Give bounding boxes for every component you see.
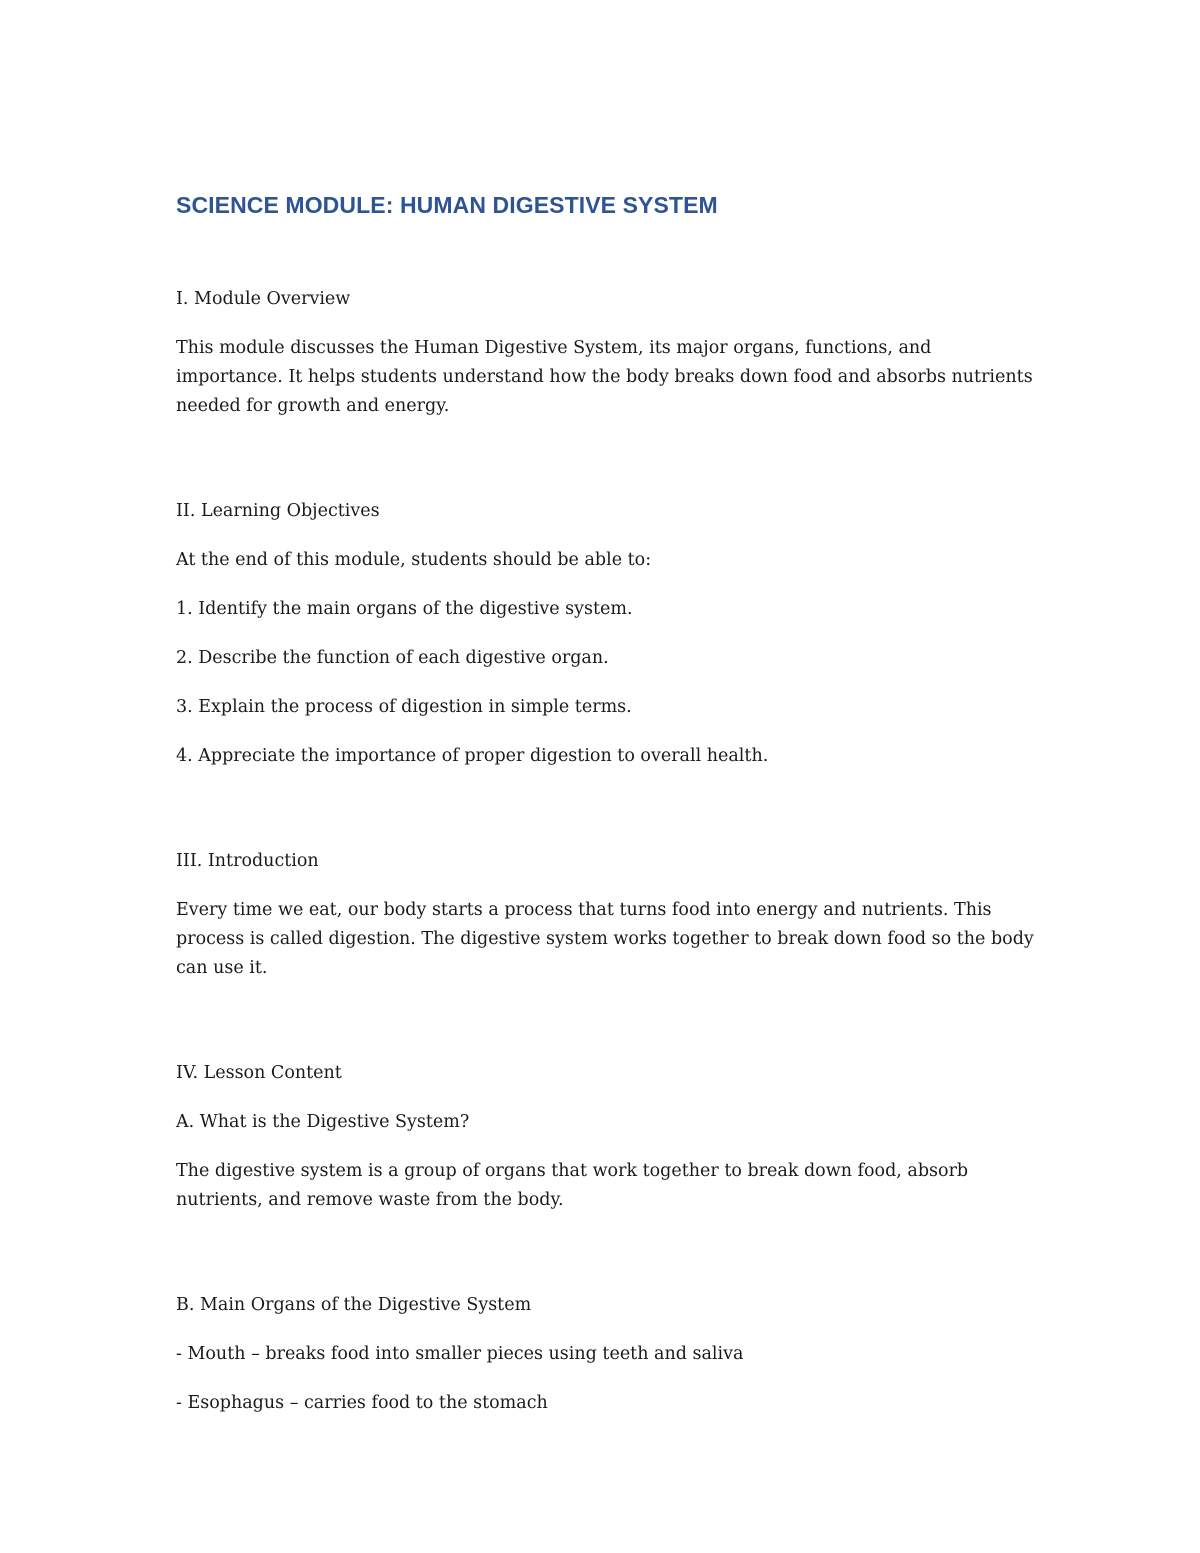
overview-paragraph: This module discusses the Human Digestive System, its major organs, functions, and importance. It helps students understand how the body breaks down food and absorbs nutrients needed for growth and energy. — [176, 338, 1033, 416]
lesson-subheading-b: B. Main Organs of the Digestive System — [176, 1295, 532, 1315]
lesson-heading: IV. Lesson Content — [176, 1063, 342, 1083]
introduction-paragraph: Every time we eat, our body starts a process that turns food into energy and nutrients. This process is called digestion. The digestive system works together to break down food so the body can use it. — [176, 900, 1034, 978]
document-body — [176, 188, 1036, 1438]
document-title: SCIENCE MODULE: HUMAN DIGESTIVE SYSTEM — [176, 192, 718, 218]
organ-list-item: - Esophagus – carries food to the stomach — [176, 1393, 548, 1413]
organ-list-item: - Mouth – breaks food into smaller pieces using teeth and saliva — [176, 1344, 744, 1364]
lesson-subheading-a: A. What is the Digestive System? — [176, 1112, 470, 1132]
introduction-heading: III. Introduction — [176, 851, 319, 871]
objective-item: 2. Describe the function of each digestive organ. — [176, 648, 609, 668]
objectives-heading: II. Learning Objectives — [176, 501, 380, 521]
objectives-intro: At the end of this module, students should be able to: — [176, 550, 652, 570]
objective-item: 1. Identify the main organs of the digestive system. — [176, 599, 633, 619]
objective-item: 4. Appreciate the importance of proper digestion to overall health. — [176, 746, 769, 766]
objective-item: 3. Explain the process of digestion in simple terms. — [176, 697, 632, 717]
overview-heading: I. Module Overview — [176, 289, 351, 309]
lesson-a-paragraph: The digestive system is a group of organs that work together to break down food, absorb nutrients, and remove waste from the body. — [176, 1161, 969, 1210]
